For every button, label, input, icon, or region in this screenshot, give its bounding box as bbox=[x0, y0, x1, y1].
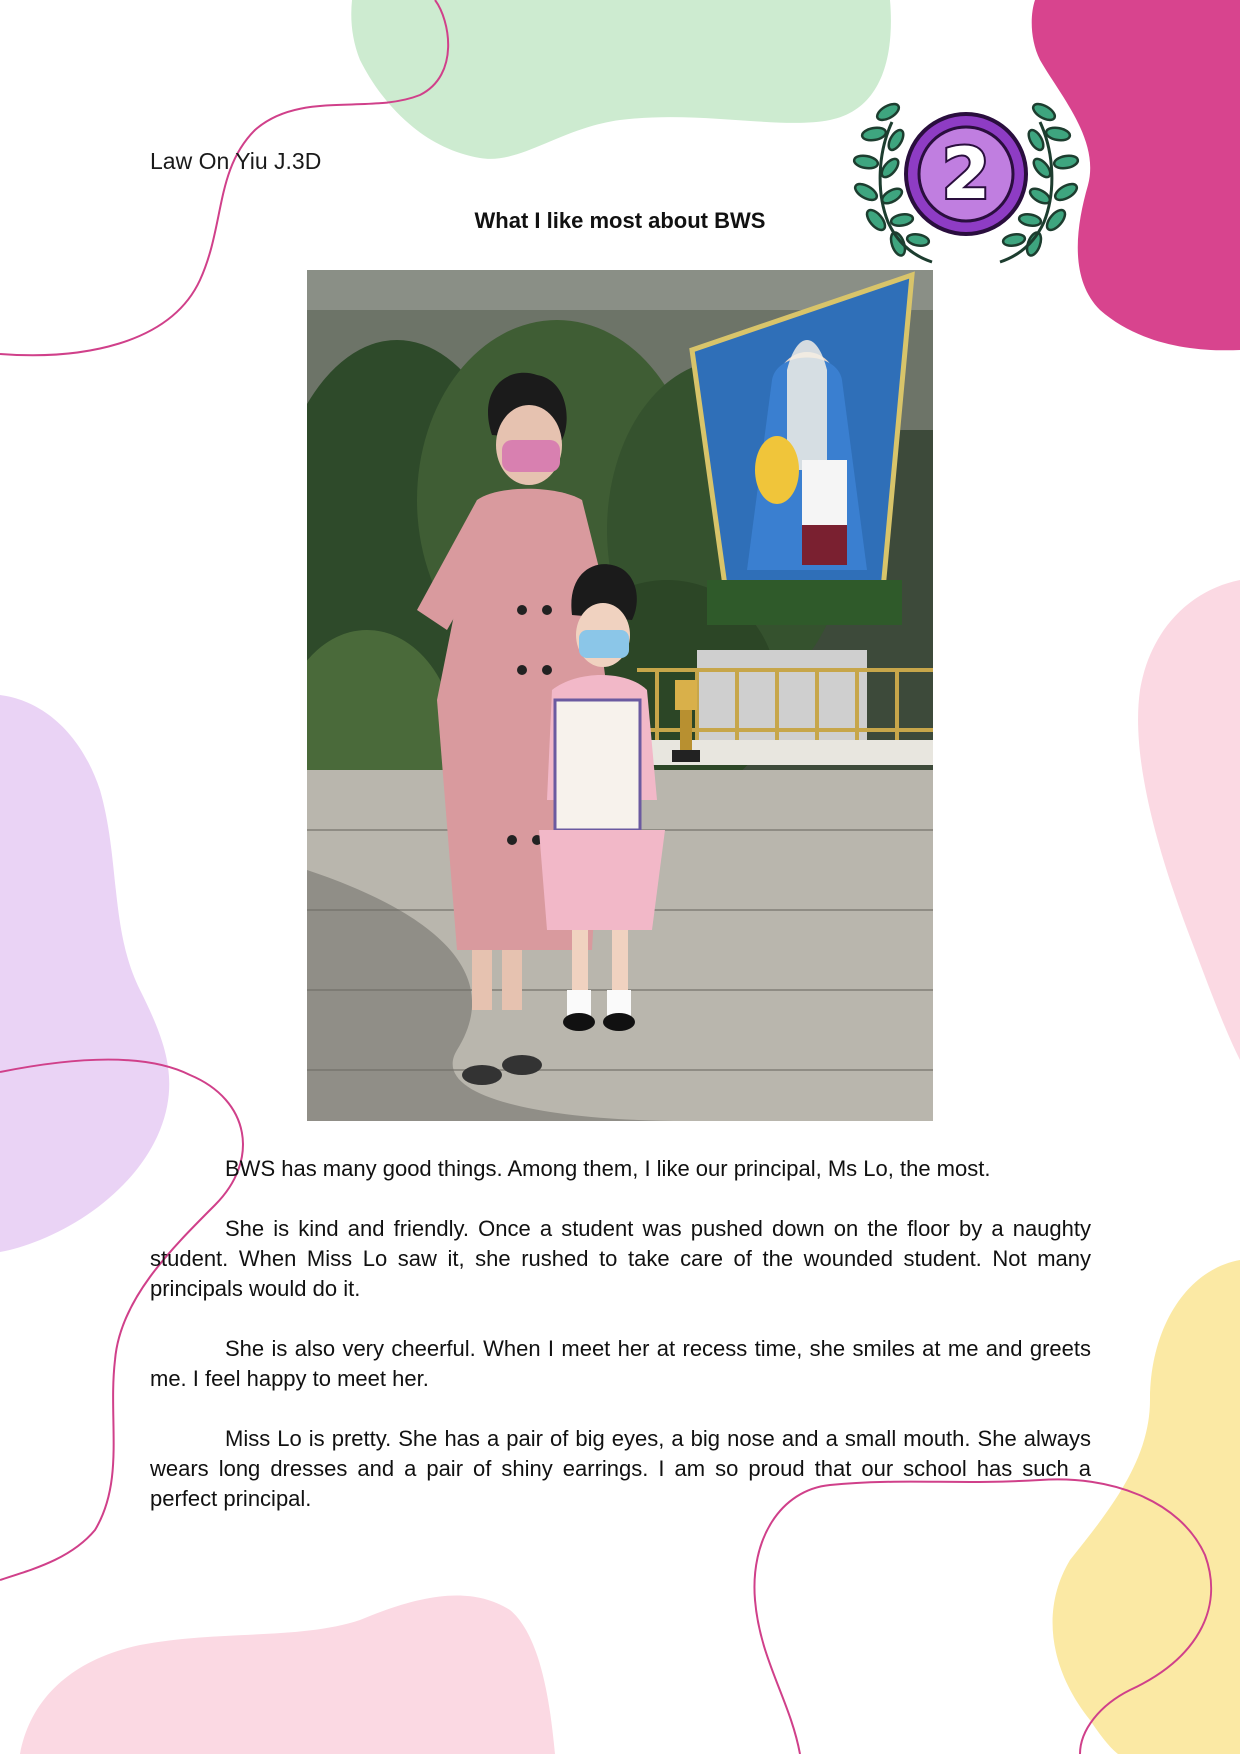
author-name: Law On Yiu J.3D bbox=[150, 148, 322, 174]
essay-paragraph-1: BWS has many good things. Among them, I like our principal, Ms Lo, the most. bbox=[225, 1156, 991, 1181]
essay-body bbox=[150, 1154, 1091, 1544]
pink-blob-right bbox=[1138, 580, 1240, 1060]
photo-principal-and-student bbox=[307, 270, 933, 1121]
essay-paragraph-4: Miss Lo is pretty. She has a pair of big eyes, a big nose and a small mouth. She always wears long dresses and a pair of shiny earrings. I am so proud that our school has such a perfect principal. bbox=[150, 1426, 1091, 1511]
page-title: What I like most about BWS bbox=[474, 208, 766, 233]
pink-blob-bottom bbox=[20, 1596, 555, 1754]
lilac-blob bbox=[0, 695, 169, 1252]
green-blob bbox=[351, 0, 891, 159]
essay-paragraph-3: She is also very cheerful. When I meet her at recess time, she smiles at me and greets me. I feel happy to meet her. bbox=[150, 1336, 1091, 1391]
medal-rank: 2 bbox=[941, 133, 991, 215]
essay-paragraph-2: She is kind and friendly. Once a student was pushed down on the floor by a naughty student. When Miss Lo saw it, she rushed to take care of the wounded student. Not many principals would do it. bbox=[150, 1216, 1091, 1301]
laurel-medal-icon bbox=[846, 92, 1086, 272]
